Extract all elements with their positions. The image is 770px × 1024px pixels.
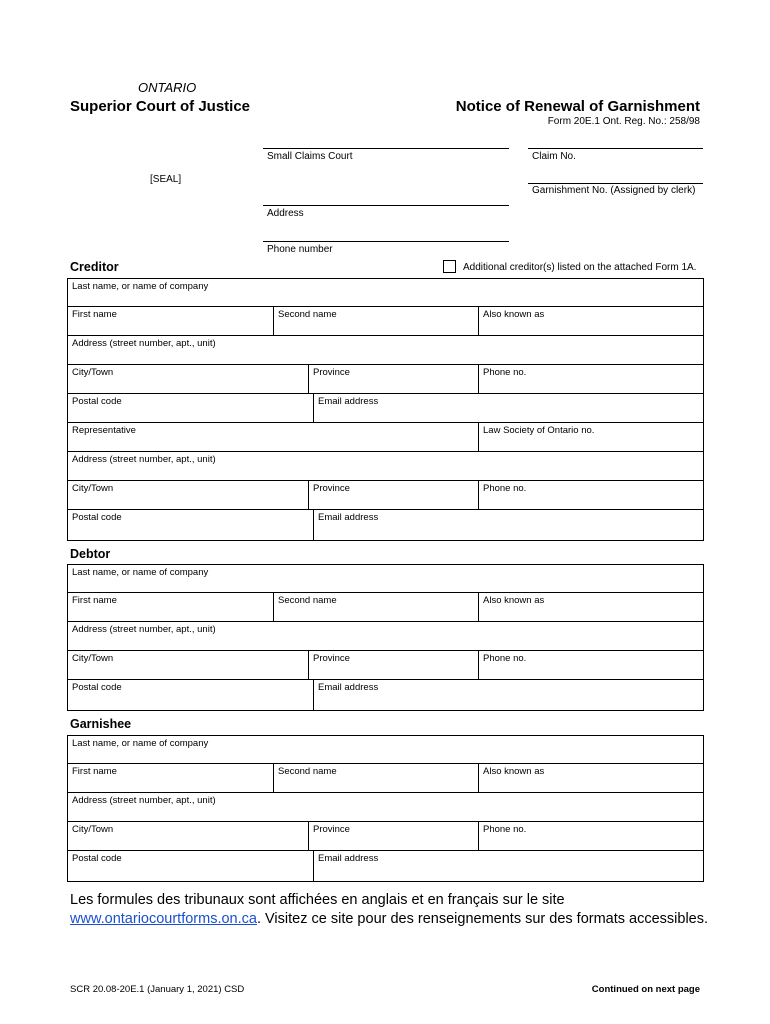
representative-address-field[interactable] (68, 452, 703, 480)
form-number: Form 20E.1 Ont. Reg. No.: 258/98 (547, 116, 700, 127)
city-label: City/Town (72, 824, 114, 835)
additional-creditors-checkbox[interactable] (443, 260, 456, 273)
garnishee-phone-field[interactable] (478, 822, 703, 850)
province-label: Province (313, 653, 350, 664)
last-name-label: Last name, or name of company (72, 281, 209, 292)
email-label: Email address (318, 682, 379, 693)
creditor-city-field[interactable] (68, 365, 308, 393)
address-label: Address (street number, apt., unit) (72, 338, 216, 349)
garnishee-name-row (67, 764, 704, 793)
garnishment-no-line[interactable] (528, 183, 703, 184)
creditor-address-row (67, 336, 704, 365)
debtor-last-name-field[interactable] (68, 565, 703, 592)
creditor-section (67, 278, 704, 541)
debtor-province-field[interactable] (308, 651, 478, 679)
representative-postal-field[interactable] (68, 510, 313, 540)
phone-label: Phone no. (483, 824, 527, 835)
creditor-representative-field[interactable] (68, 423, 478, 451)
city-label: City/Town (72, 367, 114, 378)
small-claims-court-label: Small Claims Court (267, 151, 353, 162)
address-label: Address (267, 208, 304, 219)
representative-phone-field[interactable] (478, 481, 703, 509)
debtor-address-row (67, 622, 704, 651)
creditor-last-name-field[interactable] (68, 279, 703, 306)
debtor-city-row (67, 651, 704, 680)
garnishee-address-row (67, 793, 704, 822)
creditor-email-field[interactable] (313, 394, 703, 422)
representative-province-field[interactable] (308, 481, 478, 509)
garnishee-last-name-row (67, 735, 704, 764)
garnishee-aka-field[interactable] (478, 764, 703, 792)
creditor-second-name-field[interactable] (273, 307, 478, 335)
creditor-name-row (67, 307, 704, 336)
creditor-first-name-field[interactable] (68, 307, 273, 335)
court-phone-line[interactable] (263, 241, 509, 242)
garnishee-heading: Garnishee (70, 717, 132, 731)
debtor-section (67, 564, 704, 711)
creditor-aka-field[interactable] (478, 307, 703, 335)
garnishee-city-row (67, 822, 704, 851)
court-forms-link[interactable]: www.ontariocourtforms.on.ca (70, 911, 257, 927)
city-label: City/Town (72, 483, 114, 494)
lso-label: Law Society of Ontario no. (483, 425, 595, 436)
also-known-as-label: Also known as (483, 766, 545, 777)
representative-postal-row (67, 510, 704, 541)
representative-label: Representative (72, 425, 136, 436)
phone-number-label: Phone number (267, 244, 333, 255)
debtor-city-field[interactable] (68, 651, 308, 679)
form-title: Notice of Renewal of Garnishment (455, 98, 700, 115)
province-label: ONTARIO (138, 80, 197, 95)
court-address-line[interactable] (263, 205, 509, 206)
representative-email-field[interactable] (313, 510, 703, 540)
representative-city-field[interactable] (68, 481, 308, 509)
representative-address-row (67, 452, 704, 481)
phone-label: Phone no. (483, 483, 527, 494)
claim-no-line[interactable] (528, 148, 703, 149)
creditor-postal-row (67, 394, 704, 423)
creditor-representative-row (67, 423, 704, 452)
creditor-address-field[interactable] (68, 336, 703, 364)
creditor-last-name-row (67, 278, 704, 307)
garnishee-last-name-field[interactable] (68, 736, 703, 763)
email-label: Email address (318, 396, 379, 407)
debtor-aka-field[interactable] (478, 593, 703, 621)
second-name-label: Second name (278, 595, 337, 606)
additional-creditors-label: Additional creditor(s) listed on the attached Form 1A. (463, 262, 697, 273)
garnishee-province-field[interactable] (308, 822, 478, 850)
debtor-phone-field[interactable] (478, 651, 703, 679)
notice-line-2: . Visitez ce site pour des renseignements sur des formats accessibles. (256, 911, 709, 927)
garnishee-postal-row (67, 851, 704, 882)
last-name-label: Last name, or name of company (72, 567, 209, 578)
postal-code-label: Postal code (72, 396, 122, 407)
notice-line-1: Les formules des tribunaux sont affichées en anglais et en français sur le site (70, 892, 565, 908)
creditor-heading: Creditor (70, 260, 119, 274)
address-label: Address (street number, apt., unit) (72, 454, 216, 465)
second-name-label: Second name (278, 766, 337, 777)
representative-city-row (67, 481, 704, 510)
email-label: Email address (318, 853, 379, 864)
debtor-first-name-field[interactable] (68, 593, 273, 621)
postal-code-label: Postal code (72, 682, 122, 693)
court-name-line[interactable] (263, 148, 509, 149)
first-name-label: First name (72, 766, 117, 777)
creditor-lso-field[interactable] (478, 423, 703, 451)
phone-label: Phone no. (483, 367, 527, 378)
province-label: Province (313, 483, 350, 494)
garnishee-email-field[interactable] (313, 851, 703, 881)
also-known-as-label: Also known as (483, 595, 545, 606)
creditor-city-row (67, 365, 704, 394)
debtor-name-row (67, 593, 704, 622)
creditor-phone-field[interactable] (478, 365, 703, 393)
first-name-label: First name (72, 309, 117, 320)
debtor-address-field[interactable] (68, 622, 703, 650)
language-notice (70, 891, 710, 929)
garnishee-section (67, 735, 704, 882)
continued-label: Continued on next page (591, 984, 700, 995)
postal-code-label: Postal code (72, 512, 122, 523)
court-name: Superior Court of Justice (70, 98, 251, 115)
claim-no-label: Claim No. (532, 151, 576, 162)
second-name-label: Second name (278, 309, 337, 320)
address-label: Address (street number, apt., unit) (72, 795, 216, 806)
debtor-last-name-row (67, 564, 704, 593)
first-name-label: First name (72, 595, 117, 606)
also-known-as-label: Also known as (483, 309, 545, 320)
garnishee-city-field[interactable] (68, 822, 308, 850)
address-label: Address (street number, apt., unit) (72, 624, 216, 635)
email-label: Email address (318, 512, 379, 523)
seal-placeholder: [SEAL] (150, 174, 182, 185)
postal-code-label: Postal code (72, 853, 122, 864)
garnishee-address-field[interactable] (68, 793, 703, 821)
city-label: City/Town (72, 653, 114, 664)
debtor-second-name-field[interactable] (273, 593, 478, 621)
garnishment-no-label: Garnishment No. (Assigned by clerk) (532, 185, 696, 196)
debtor-postal-field[interactable] (68, 680, 313, 710)
debtor-postal-row (67, 680, 704, 711)
debtor-heading: Debtor (70, 547, 111, 561)
garnishee-first-name-field[interactable] (68, 764, 273, 792)
garnishee-second-name-field[interactable] (273, 764, 478, 792)
phone-label: Phone no. (483, 653, 527, 664)
province-label: Province (313, 367, 350, 378)
province-label: Province (313, 824, 350, 835)
form-code: SCR 20.08-20E.1 (January 1, 2021) CSD (70, 984, 245, 995)
debtor-email-field[interactable] (313, 680, 703, 710)
last-name-label: Last name, or name of company (72, 738, 209, 749)
creditor-province-field[interactable] (308, 365, 478, 393)
garnishee-postal-field[interactable] (68, 851, 313, 881)
creditor-postal-field[interactable] (68, 394, 313, 422)
